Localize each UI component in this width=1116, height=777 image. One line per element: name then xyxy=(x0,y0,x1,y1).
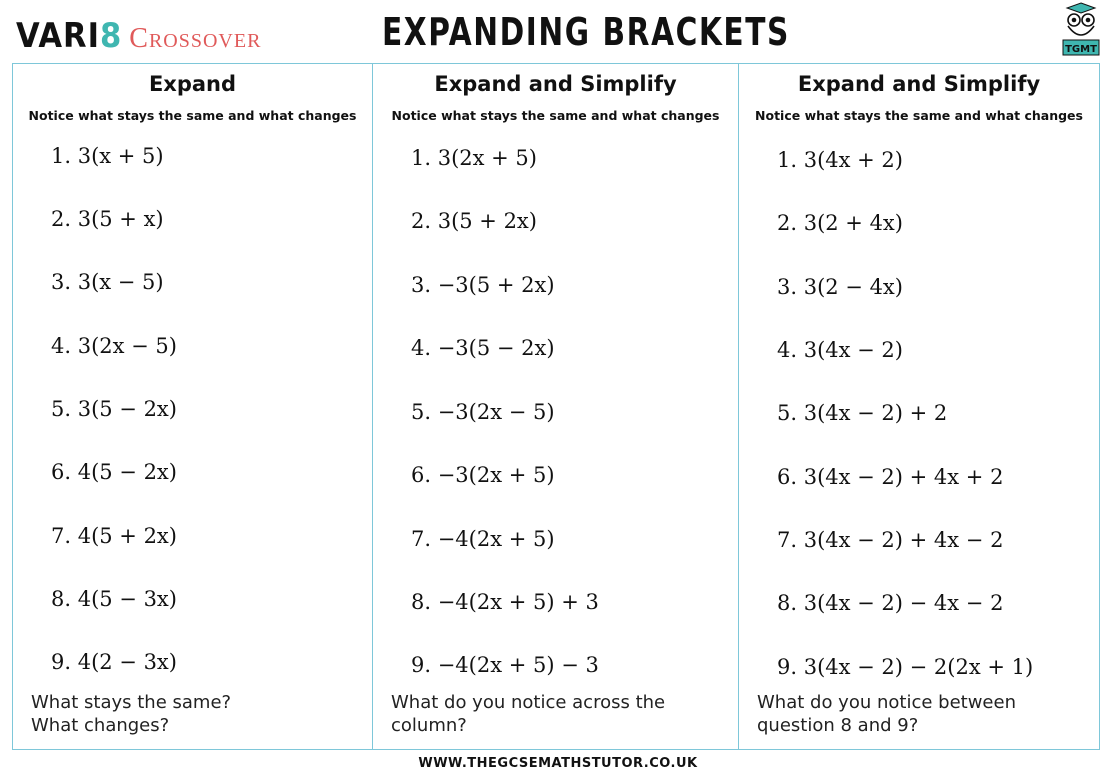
question-item: 9. −4(2x + 5) − 3 xyxy=(411,653,599,677)
footer-line: What stays the same? xyxy=(31,692,232,713)
footer-line: column? xyxy=(391,715,467,736)
brand-eight: 8 xyxy=(99,16,122,56)
column-heading: Expand xyxy=(148,72,237,96)
owl-logo-icon xyxy=(1062,2,1100,56)
question-item: 1. 3(2x + 5) xyxy=(411,146,537,170)
column-expand xyxy=(13,64,372,749)
question-item: 8. −4(2x + 5) + 3 xyxy=(411,590,599,614)
brand-crossover: Crossover xyxy=(129,23,262,54)
question-item: 5. −3(2x − 5) xyxy=(411,400,555,424)
column-subheading: Notice what stays the same and what changes xyxy=(391,108,720,123)
column-subheading: Notice what stays the same and what changes xyxy=(28,108,357,123)
question-item: 5. 3(4x − 2) + 2 xyxy=(777,401,948,425)
question-item: 6. 3(4x − 2) + 4x + 2 xyxy=(777,465,1004,489)
column-footer xyxy=(391,691,665,737)
brand-logo xyxy=(16,16,261,56)
question-item: 2. 3(2 + 4x) xyxy=(777,211,903,235)
column-expand-simplify-a xyxy=(372,64,738,749)
question-item: 3. −3(5 + 2x) xyxy=(411,273,555,297)
question-item: 9. 4(2 − 3x) xyxy=(51,650,177,674)
question-item: 9. 3(4x − 2) − 2(2x + 1) xyxy=(777,655,1034,679)
question-item: 7. 4(5 + 2x) xyxy=(51,524,177,548)
question-item: 7. 3(4x − 2) + 4x − 2 xyxy=(777,528,1004,552)
logo-text: TGMT xyxy=(1065,44,1097,55)
question-item: 7. −4(2x + 5) xyxy=(411,527,555,551)
website-footer: WWW.THEGCSEMATHSTUTOR.CO.UK xyxy=(418,756,698,771)
question-item: 6. 4(5 − 2x) xyxy=(51,460,177,484)
question-item: 3. 3(x − 5) xyxy=(51,270,164,294)
footer-line: What do you notice across the xyxy=(391,692,666,713)
question-item: 2. 3(5 + 2x) xyxy=(411,209,537,233)
page-title: EXPANDING BRACKETS xyxy=(382,10,790,54)
question-item: 8. 3(4x − 2) − 4x − 2 xyxy=(777,591,1004,615)
question-item: 8. 4(5 − 3x) xyxy=(51,587,177,611)
column-heading: Expand and Simplify xyxy=(797,72,1041,96)
footer-line: question 8 and 9? xyxy=(757,715,919,736)
footer-line: What do you notice between xyxy=(757,692,1016,713)
question-item: 6. −3(2x + 5) xyxy=(411,463,555,487)
question-item: 4. 3(4x − 2) xyxy=(777,338,903,362)
column-expand-simplify-b xyxy=(738,64,1099,749)
worksheet-grid xyxy=(12,63,1100,750)
column-heading: Expand and Simplify xyxy=(434,72,677,96)
question-item: 1. 3(x + 5) xyxy=(51,144,164,168)
column-footer xyxy=(757,691,1016,737)
question-item: 4. 3(2x − 5) xyxy=(51,334,177,358)
column-subheading: Notice what stays the same and what changes xyxy=(755,108,1083,123)
brand-vari: VARI xyxy=(16,16,100,56)
question-item: 3. 3(2 − 4x) xyxy=(777,275,903,299)
column-footer xyxy=(31,691,231,737)
question-item: 2. 3(5 + x) xyxy=(51,207,164,231)
footer-line: What changes? xyxy=(31,715,170,736)
question-item: 4. −3(5 − 2x) xyxy=(411,336,555,360)
question-item: 1. 3(4x + 2) xyxy=(777,148,903,172)
question-item: 5. 3(5 − 2x) xyxy=(51,397,177,421)
